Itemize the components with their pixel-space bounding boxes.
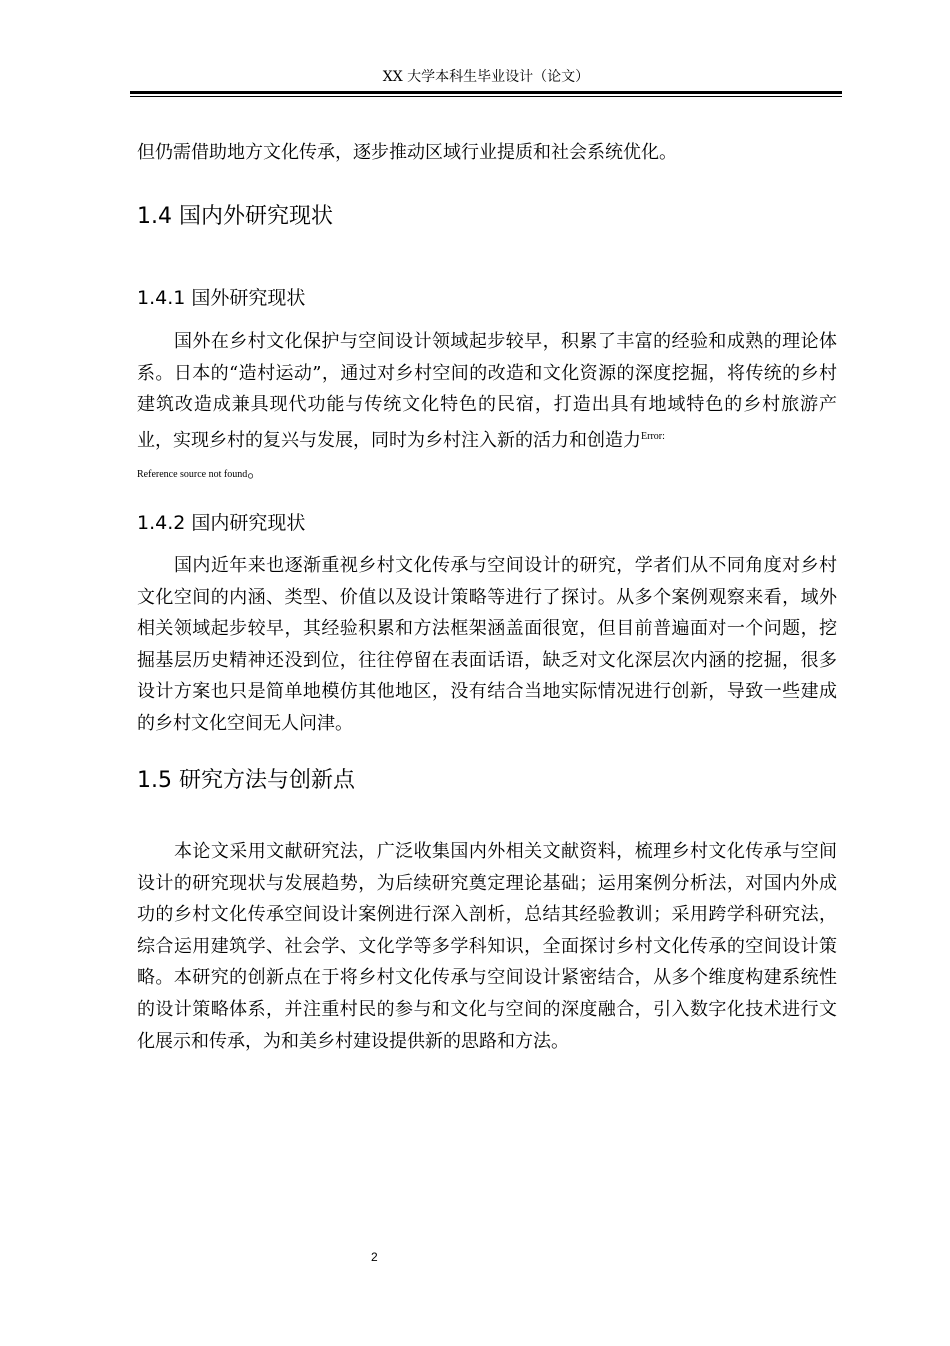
subsection-heading-1-4-2: 1.4.2 国内研究现状 bbox=[137, 512, 306, 534]
header-rule-thin bbox=[130, 96, 842, 97]
header-rule-thick bbox=[130, 91, 842, 94]
citation-error-ref: Error: bbox=[641, 430, 665, 442]
subsection-heading-1-4-1: 1.4.1 国外研究现状 bbox=[137, 287, 306, 309]
paragraph-domestic-research: 国内近年来也逐渐重视乡村文化传承与空间设计的研究，学者们从不同角度对乡村文化空间的内涵、类型、价值以及设计策略等进行了探讨。从多个案例观察来看，域外相关领域起步较早，其经验积累和方法框架涵盖面很宽，但目前普遍面对一个问题，挖掘基层历史精神还没到位，往往停留在表面话语，缺乏对文化深层次内涵的挖掘，很多设计方案也只是简单地模仿其他地区，没有结合当地实际情况进行创新，导致一些建成的乡村文化空间无人问津。 bbox=[137, 555, 837, 734]
section-heading-1-4: 1.4 国内外研究现状 bbox=[137, 204, 333, 229]
paragraph-methods: 本论文采用文献研究法，广泛收集国内外相关文献资料，梳理乡村文化传承与空间设计的研究现状与发展趋势，为后续研究奠定理论基础；运用案例分析法，对国内外成功的乡村文化传承空间设计案例进行深入剖析，总结其经验教训；采用跨学科研究法，综合运用建筑学、社会学、文化学等多学科知识，全面探讨乡村文化传承的空间设计策略。本研究的创新点在于将乡村文化传承与空间设计紧密结合，从多个维度构建系统性的设计策略体系，并注重村民的参与和文化与空间的深度融合，引入数字化技术进行文化展示和传承，为和美乡村建设提供新的思路和方法。 bbox=[137, 841, 837, 1052]
page-number: 2 bbox=[371, 1250, 378, 1264]
page-header: XX 大学本科生毕业设计（论文） bbox=[382, 69, 590, 85]
citation-error-ref-cont: Reference source not found bbox=[137, 469, 248, 481]
paragraph-text: 国外在乡村文化保护与空间设计领域起步较早，积累了丰富的经验和成熟的理论体系。日本的“造村运动”，通过对乡村空间的改造和文化资源的深度挖掘，将传统的乡村建筑改造成兼具现代功能与传统文化特色的民宿，打造出具有地域特色的乡村旅游产业，实现乡村的复兴与发展，同时为乡村注入新的活力和创造力 bbox=[137, 331, 837, 451]
section-heading-1-5: 1.5 研究方法与创新点 bbox=[137, 768, 355, 793]
paragraph-foreign-research bbox=[137, 326, 837, 491]
paragraph-end-punct: 。 bbox=[247, 461, 266, 483]
intro-paragraph: 但仍需借助地方文化传承，逐步推动区域行业提质和社会系统优化。 bbox=[137, 142, 677, 163]
